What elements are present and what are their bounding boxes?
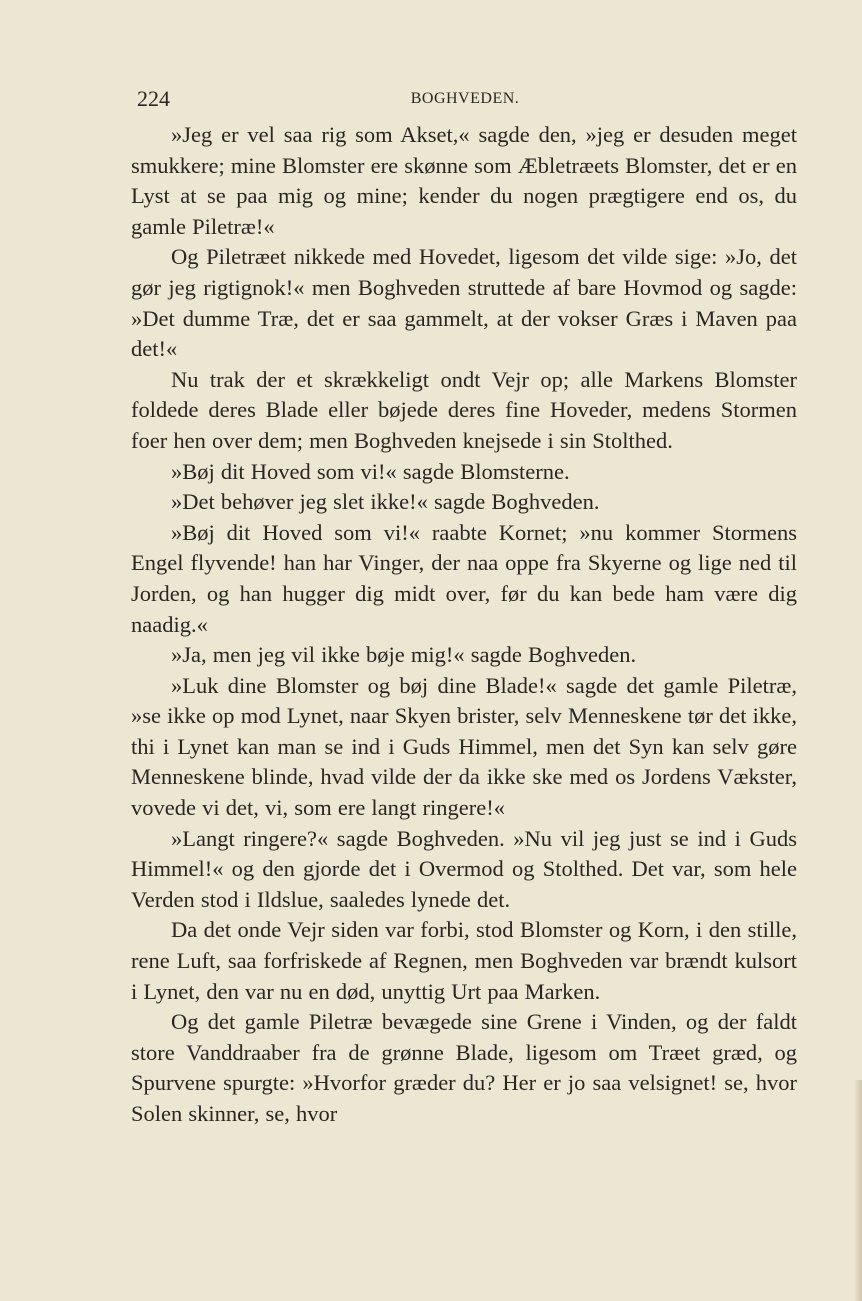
paragraph: »Bøj dit Hoved som vi!« sagde Blomsterne. <box>171 458 570 484</box>
body-text <box>131 120 797 1130</box>
page-number: 224 <box>137 86 170 111</box>
paragraph: »Ja, men jeg vil ikke bøje mig!« sagde Boghveden. <box>171 642 637 668</box>
paragraph: Da det onde Vejr siden var forbi, stod Blomster og Korn, i den stille, rene Luft, saa forfriskede af Regnen, men Boghveden var brændt kulsort i Lynet, den var nu en død, unyttig Urt paa Marken. <box>131 917 797 1004</box>
page-header <box>133 86 797 116</box>
paragraph: Og Piletræet nikkede med Hovedet, ligesom det vilde sige: »Jo, det gør jeg rigtignok!« men Boghveden struttede af bare Hovmod og sagde: »Det dumme Træ, det er saa gammelt, at der vokser Græs i Maven paa det!« <box>131 244 797 362</box>
paragraph: Og det gamle Piletræ bevægede sine Grene i Vinden, og der faldt store Vanddraaber fra de grønne Blade, ligesom om Træet græd, og Spurvene spurgte: »Hvorfor græder du? Her er jo saa velsignet! se, hvor Solen skinner, se, hvor <box>131 1009 797 1126</box>
paragraph: »Jeg er vel saa rig som Akset,« sagde den, »jeg er desuden meget smukkere; mine Blomster ere skønne som Æbletræets Blomster, det er en Lyst at se paa mig og mine; kender du nogen prægtigere end os, du gamle Piletræ!« <box>131 122 797 239</box>
paragraph: Nu trak der et skrækkeligt ondt Vejr op; alle Markens Blomster foldede deres Blade eller bøjede deres fine Hoveder, medens Stormen foer hen over dem; men Boghveden knejsede i sin Stolthed. <box>131 366 797 453</box>
page-edge-shadow <box>854 1080 862 1301</box>
paragraph: »Det behøver jeg slet ikke!« sagde Boghveden. <box>171 489 600 515</box>
running-head: BOGHVEDEN. <box>410 90 520 107</box>
paragraph: »Bøj dit Hoved som vi!« raabte Kornet; »nu kommer Stormens Engel flyvende! han har Vinger, der naa oppe fra Skyerne og lige ned til Jorden, og han hugger dig midt over, før du kan bede ham være dig naadig.« <box>131 519 797 637</box>
paragraph: »Langt ringere?« sagde Boghveden. »Nu vil jeg just se ind i Guds Himmel!« og den gjorde det i Overmod og Stolthed. Det var, som hele Verden stod i Ildslue, saaledes lynede det. <box>131 825 797 912</box>
paragraph: »Luk dine Blomster og bøj dine Blade!« sagde det gamle Piletræ, »se ikke op mod Lynet, naar Skyen brister, selv Menneskene tør det ikke, thi i Lynet kan man se ind i Guds Himmel, men det Syn kan selv gøre Menneskene blinde, hvad vilde der da ikke ske med os Jordens Vækster, vovede vi det, vi, som ere langt ringere!« <box>131 672 797 821</box>
